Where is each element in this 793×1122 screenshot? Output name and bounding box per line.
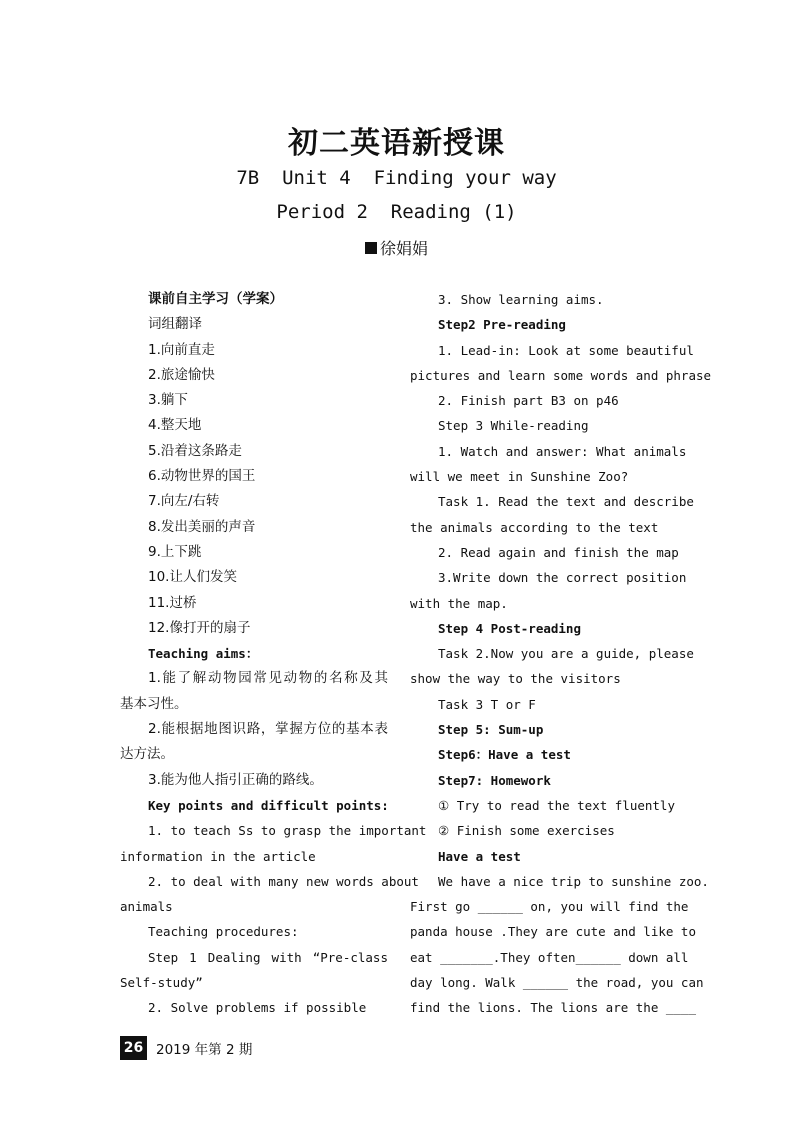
- text-line: Task 3 T or F: [438, 696, 536, 712]
- text-line: Teaching procedures:: [148, 924, 299, 940]
- text-line: 2. Read again and finish the map: [438, 544, 679, 560]
- text-line: 课前自主学习（学案）: [148, 291, 283, 307]
- text-line: 4.整天地: [148, 417, 202, 434]
- text-line: find the lions. The lions are the ____: [410, 1000, 696, 1016]
- text-line: 8.发出美丽的声音: [148, 518, 256, 535]
- text-line: 基本习性。: [120, 695, 188, 712]
- text-line: Have a test: [438, 848, 521, 864]
- text-line: 12.像打开的扇子: [148, 619, 251, 636]
- text-line: ② Finish some exercises: [438, 823, 615, 839]
- article-title: 初二英语新授课: [288, 126, 505, 161]
- text-line: will we meet in Sunshine Zoo?: [410, 469, 629, 485]
- author-name: 徐娟娟: [379, 239, 428, 258]
- text-line: 6.动物世界的国王: [148, 468, 256, 485]
- text-line: Step 5: Sum-up: [438, 722, 544, 738]
- page-number: 26: [120, 1036, 147, 1060]
- issue-label: 2019 年第 2 期: [156, 1042, 253, 1058]
- text-line: 1.能了解动物园常见动物的名称及其: [148, 670, 388, 687]
- text-line: Step6：Have a test: [438, 747, 571, 763]
- text-line: animals: [120, 899, 173, 915]
- text-line: Teaching aims：: [148, 646, 259, 662]
- text-line: 2.旅途愉快: [148, 366, 215, 383]
- text-line: 7.向左/右转: [148, 493, 220, 510]
- text-line: 3.Write down the correct position: [438, 570, 687, 586]
- text-line: 词组翻译: [148, 316, 202, 333]
- text-line: We have a nice trip to sunshine zoo.: [438, 873, 709, 889]
- right-column: [410, 287, 712, 1021]
- text-line: 3.躺下: [148, 392, 188, 409]
- text-line: with the map.: [410, 595, 508, 611]
- text-line: 2. Solve problems if possible: [148, 1000, 367, 1016]
- text-line: Task 2.Now you are a guide, please: [438, 646, 694, 662]
- text-line: Step 3 While-reading: [438, 418, 589, 434]
- author-line: [0, 236, 793, 259]
- text-line: pictures and learn some words and phrase: [410, 367, 712, 383]
- text-line: Step2 Pre-reading: [438, 317, 566, 333]
- text-line: First go ______ on, you will find the: [410, 899, 689, 915]
- text-line: Step 4 Post-reading: [438, 620, 581, 636]
- text-line: Key points and difficult points:: [148, 797, 389, 813]
- text-line: 9.上下跳: [148, 543, 202, 560]
- text-line: show the way to the visitors: [410, 671, 621, 687]
- text-line: 3.能为他人指引正确的路线。: [148, 771, 323, 788]
- text-line: 1. Watch and answer: What animals: [438, 443, 687, 459]
- text-line: 1. to teach Ss to grasp the important: [148, 823, 427, 839]
- text-line: day long. Walk ______ the road, you can: [410, 975, 704, 991]
- text-line: 2. to deal with many new words about: [148, 873, 419, 889]
- text-line: Self-study”: [120, 975, 203, 991]
- text-line: eat _______.They often______ down all: [410, 949, 689, 965]
- left-column: [120, 287, 427, 1021]
- text-line: information in the article: [120, 848, 316, 864]
- text-line: panda house .They are cute and like to: [410, 924, 696, 940]
- text-line: Step 1 Dealing with “Pre-class: [148, 949, 388, 965]
- text-line: 11.过桥: [148, 594, 197, 611]
- page-footer: [120, 1036, 252, 1060]
- text-line: Step7: Homework: [438, 772, 551, 788]
- text-line: 1.向前直走: [148, 341, 215, 358]
- text-line: 2.能根据地图识路，掌握方位的基本表: [148, 721, 388, 738]
- text-line: Task 1. Read the text and describe: [438, 494, 694, 510]
- text-line: 5.沿着这条路走: [148, 442, 242, 459]
- period-subtitle: Period 2 Reading (1): [276, 201, 517, 223]
- text-line: 10.让人们发笑: [148, 569, 237, 586]
- text-line: 1. Lead-in: Look at some beautiful: [438, 342, 694, 358]
- text-line: ① Try to read the text fluently: [438, 797, 675, 813]
- text-line: 达方法。: [120, 746, 174, 763]
- black-square-icon: [365, 242, 377, 254]
- unit-subtitle: 7B Unit 4 Finding your way: [236, 167, 557, 189]
- text-line: 2. Finish part B3 on p46: [438, 393, 619, 409]
- text-line: 3. Show learning aims.: [438, 292, 604, 307]
- text-line: the animals according to the text: [410, 519, 659, 535]
